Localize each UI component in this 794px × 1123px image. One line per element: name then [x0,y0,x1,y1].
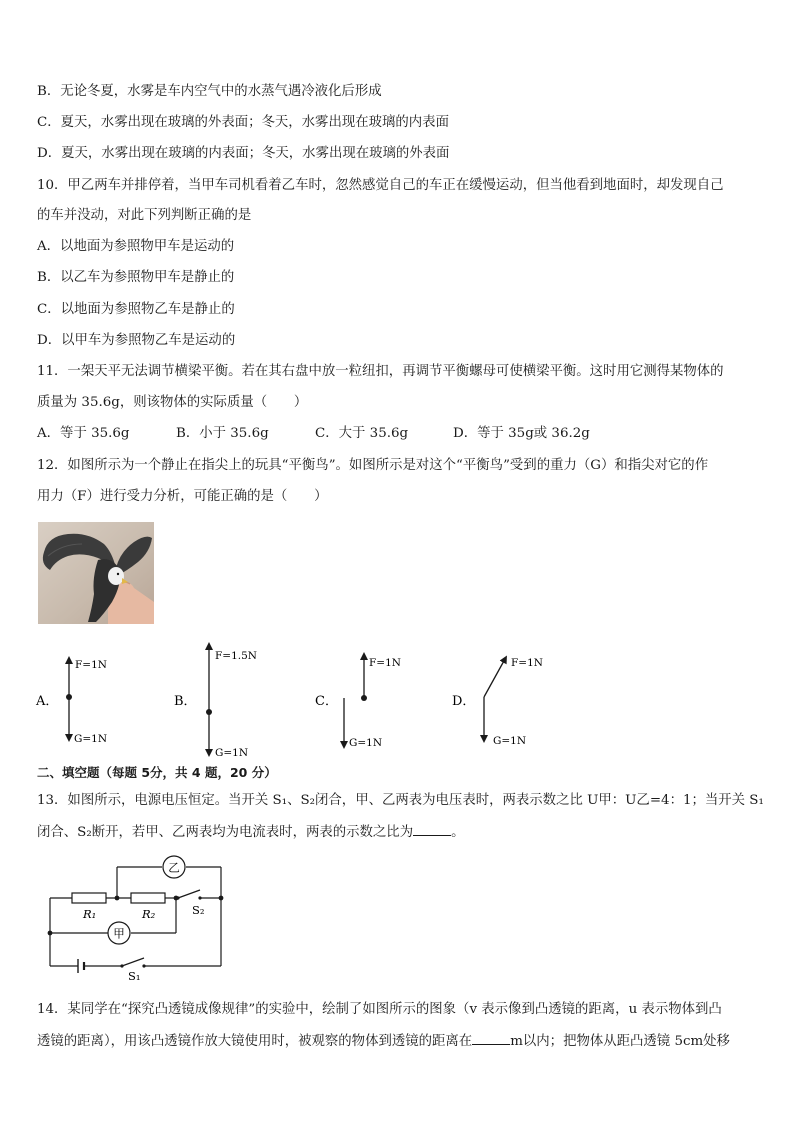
q12-stem-line-1: 12．如图所示为一个静止在指尖上的玩具“平衡鸟”。如图所示是对这个“平衡鸟”受到的重力（G）和指尖对它的作 [37,458,709,473]
q9-option-b: B．无论冬夏，水雾是车内空气中的水蒸气遇冷液化后形成 [37,84,382,99]
diagram-b [174,646,257,758]
diagram-d [452,657,543,747]
q14-stem-line-2 [37,1032,730,1051]
r2-label: R₂ [142,907,156,921]
diagram-b-letter: B． [174,694,197,709]
q13-circuit-diagram [40,852,230,982]
q14-answer-blank[interactable] [472,1032,510,1045]
meter-jia-label: 甲 [113,926,125,941]
q13-answer-blank[interactable] [413,823,451,836]
q9-option-d: D．夏天，水雾出现在玻璃的内表面；冬天，水雾出现在玻璃的外表面 [37,146,450,161]
diagram-d-letter: D． [452,694,476,709]
q11-option-a: A．等于 35.6g [37,426,130,441]
s1-label: S₁ [128,969,141,982]
q11-stem-line-1: 11．一架天平无法调节横梁平衡。若在其右盘中放一粒纽扣，再调节平衡螺母可使横梁平衡。这时用它测得某物体的 [37,364,724,379]
diagram-b-f-label: F=1.5N [215,650,257,662]
q14-stem-line-1: 14．某同学在“探究凸透镜成像规律”的实验中，绘制了如图所示的图象（v 表示像到凸透镜的距离，u 表示物体到凸 [37,1002,722,1017]
diagram-a-f-label: F=1N [75,659,107,671]
diagram-c [315,656,401,749]
diagram-d-g-label: G=1N [493,735,527,747]
q13-stem-line-1: 13．如图所示，电源电压恒定。当开关 S₁、S₂闭合，甲、乙两表为电压表时，两表示数之比 U甲：U乙=4：1；当开关 S₁ [37,793,764,808]
balance-bird-photo [38,522,154,624]
q11-stem-line-2: 质量为 35.6g，则该物体的实际质量（ ） [37,395,308,410]
q13-stem-line-2-end: 。 [451,825,465,840]
q14-stem-line-2-text: 透镜的距离），用该凸透镜作放大镜使用时，被观察的物体到透镜的距离在 [37,1034,473,1049]
r1-label: R₁ [83,907,97,921]
q14-stem-line-2-end: m以内；把物体从距凸透镜 5cm处移 [510,1034,730,1049]
q12-stem-line-2: 用力（F）进行受力分析，可能正确的是（ ） [37,489,328,504]
q10-option-d: D．以甲车为参照物乙车是运动的 [37,333,236,348]
q10-stem-line-1: 10．甲乙两车并排停着，当甲车司机看着乙车时，忽然感觉自己的车正在缓慢运动，但当他看到地面时，却发现自己 [37,178,724,193]
diagram-a [35,659,107,745]
q9-option-c: C．夏天，水雾出现在玻璃的外表面；冬天，水雾出现在玻璃的内表面 [37,115,449,130]
q13-stem-line-2 [37,823,464,842]
q11-option-b: B．小于 35.6g [176,426,269,441]
meter-yi-label: 乙 [168,860,180,875]
diagram-a-g-label: G=1N [74,733,108,745]
q10-option-c: C．以地面为参照物乙车是静止的 [37,302,235,317]
q10-option-a: A．以地面为参照物甲车是运动的 [37,239,235,254]
q12-force-diagrams [30,640,590,758]
diagram-a-letter: A． [36,694,59,709]
q10-stem-line-2: 的车并没动，对此下列判断正确的是 [37,208,252,223]
diagram-b-g-label: G=1N [215,747,249,758]
q11-option-d: D．等于 35g或 36.2g [453,426,590,441]
diagram-c-letter: C． [315,694,338,709]
q13-stem-line-2-text: 闭合、S₂断开，若甲、乙两表均为电流表时，两表的示数之比为 [37,825,414,840]
diagram-c-g-label: G=1N [349,737,383,749]
q10-option-b: B．以乙车为参照物甲车是静止的 [37,270,235,285]
s2-label: S₂ [192,903,205,917]
section-2-heading: 二、填空题（每题 5分，共 4 题，20 分） [37,765,277,780]
diagram-d-f-label: F=1N [511,657,543,669]
q11-option-c: C．大于 35.6g [315,426,409,441]
diagram-c-f-label: F=1N [369,657,401,669]
